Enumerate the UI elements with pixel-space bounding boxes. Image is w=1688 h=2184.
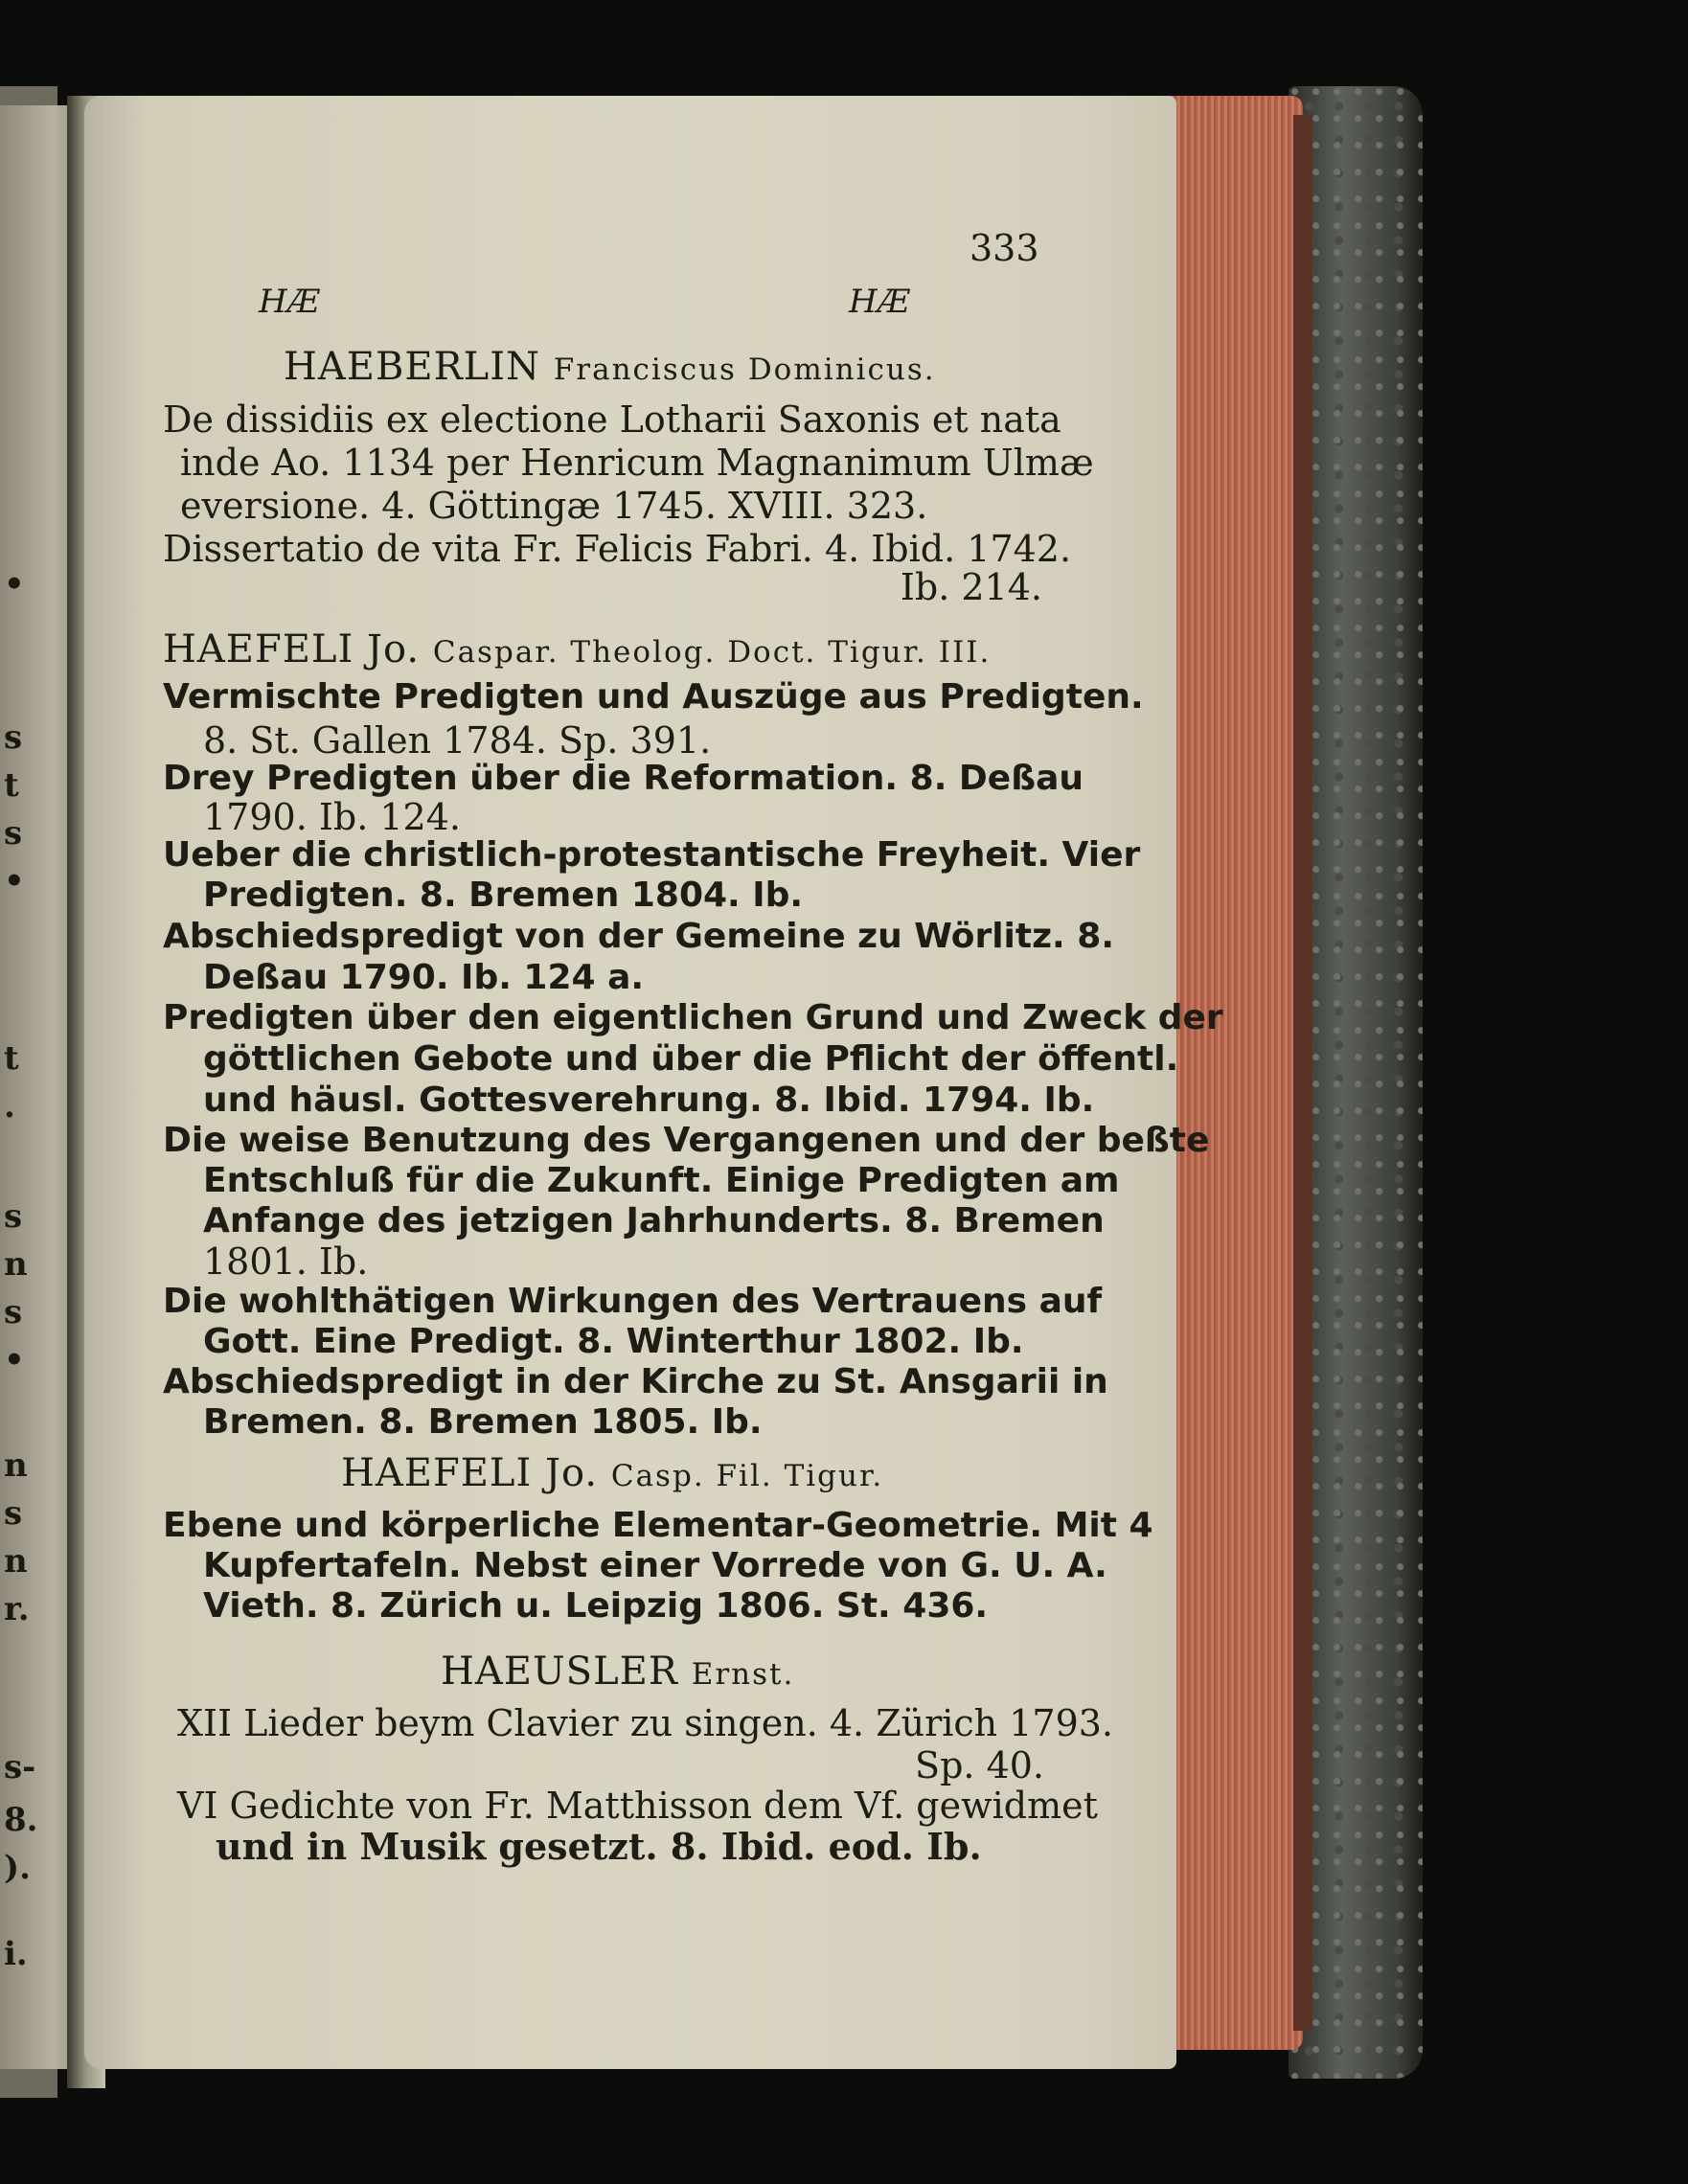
entry-line: Dissertatio de vita Fr. Felicis Fabri. 4. Ibid. 1742. [163,528,1072,570]
running-head-right: HÆ [849,283,910,321]
author-name: HAEBERLIN [284,345,541,389]
left-fragment: n [4,1245,28,1284]
entry-line: Abschiedspredigt von der Gemeine zu Wörlitz. 8. [163,917,1114,956]
entry-line: inde Ao. 1134 per Henricum Magnanimum Ulmæ [180,442,1094,484]
entry-heading [441,1649,794,1696]
entry-line: Ebene und körperliche Elementar-Geometrie. Mit 4 [163,1506,1153,1545]
entry-line: Entschluß für die Zukunft. Einige Predigten am [203,1161,1120,1200]
author-name: HAEFELI Jo. [341,1451,599,1495]
left-fragment: t [4,766,19,805]
entry-line: Die weise Benutzung des Vergangenen und der beßte [163,1121,1210,1160]
author-forenames: Casp. Fil. Tigur. [610,1459,884,1493]
left-fragment: i. [4,1935,28,1973]
left-fragment: s [4,1293,23,1331]
entry-line: De dissidiis ex electione Lotharii Saxonis et nata [163,398,1061,441]
left-fragment: 8. [4,1801,38,1839]
author-forenames: Franciscus Dominicus. [553,353,936,387]
left-fragment: s- [4,1748,36,1786]
entry-line: Predigten. 8. Bremen 1804. Ib. [203,876,804,915]
page-edges [1169,96,1303,2050]
running-head-left: HÆ [259,283,320,321]
entry-line: 8. St. Gallen 1784. Sp. 391. [203,719,712,762]
entry-line: Vermischte Predigten und Auszüge aus Predigten. [163,677,1144,717]
entry-line: Deßau 1790. Ib. 124 a. [203,958,645,997]
entry-line: Ib. 214. [900,566,1042,608]
entry-line: Vieth. 8. Zürich u. Leipzig 1806. St. 436. [203,1586,989,1626]
entry-heading [163,627,991,674]
entry-line: Anfange des jetzigen Jahrhunderts. 8. Bremen [203,1201,1105,1240]
entry-line: Predigten über den eigentlichen Grund und Zweck der [163,998,1223,1037]
entry-heading [341,1451,883,1498]
entry-line: VI Gedichte von Fr. Matthisson dem Vf. gewidmet [177,1785,1098,1827]
entry-line: Kupfertafeln. Nebst einer Vorrede von G. U. A. [203,1546,1107,1585]
left-fragment: • [4,862,25,900]
entry-line: Abschiedspredigt in der Kirche zu St. Ansgarii in [163,1362,1108,1401]
left-fragment: s [4,718,23,757]
page-number: 333 [969,227,1039,269]
entry-line: und in Musik gesetzt. 8. Ibid. eod. Ib. [216,1825,982,1868]
left-fragment: • [4,565,25,603]
left-fragment: n [4,1446,28,1485]
entry-line: 1790. Ib. 124. [203,796,461,838]
entry-line: Gott. Eine Predigt. 8. Winterthur 1802. Ib. [203,1322,1024,1361]
left-fragment: . [4,1087,15,1126]
entry-line: 1801. Ib. [203,1240,369,1283]
left-fragment: s [4,1197,23,1236]
left-fragment: s [4,1494,23,1533]
entry-line: und häusl. Gottesverehrung. 8. Ibid. 1794. Ib. [203,1081,1095,1120]
author-forenames: Ernst. [691,1657,795,1692]
left-fragment: r. [4,1590,30,1628]
entry-line: Ueber die christlich-protestantische Freyheit. Vier [163,835,1141,875]
left-fragment: ). [4,1849,31,1887]
entry-line: Drey Predigten über die Reformation. 8. Deßau [163,759,1084,798]
left-fragment: t [4,1039,19,1078]
entry-heading [284,345,936,392]
author-name: HAEUSLER [441,1649,678,1694]
entry-line: Sp. 40. [915,1744,1044,1786]
author-name: HAEFELI Jo. [163,627,421,671]
left-fragment: s [4,814,23,853]
left-fragment: n [4,1542,28,1581]
entry-line: göttlichen Gebote und über die Pflicht der öffentl. [203,1039,1179,1079]
author-forenames: Caspar. Theolog. Doct. Tigur. III. [432,635,992,670]
entry-line: eversione. 4. Göttingæ 1745. XVIII. 323. [180,485,928,527]
page-edges-shadow [1293,115,1312,2031]
entry-line: Die wohlthätigen Wirkungen des Vertrauens auf [163,1282,1103,1321]
entry-line: XII Lieder beym Clavier zu singen. 4. Zürich 1793. [177,1702,1114,1744]
entry-line: Bremen. 8. Bremen 1805. Ib. [203,1402,763,1442]
left-fragment: • [4,1341,25,1379]
